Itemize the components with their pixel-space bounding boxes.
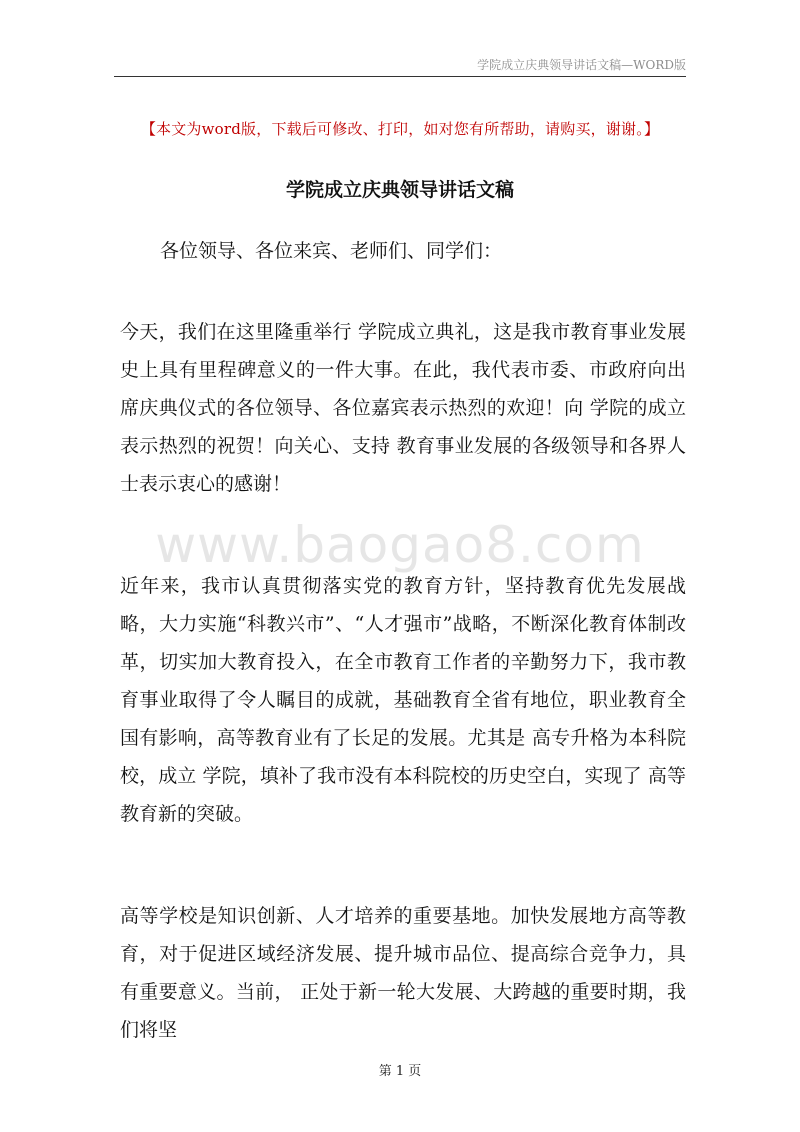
paragraph-2: 近年来，我市认真贯彻落实党的教育方针，坚持教育优先发展战略，大力实施“科教兴市”、“人才强市”战略，不断深化教育体制改革，切实加大教育投入，在全市教育工作者的辛勤努力下，我市教育事业取得了令人瞩目的成就，基础教育全省有地位，职业教育全国有影响，高等教育业有了长足的发展。尤其是 高专升格为本科院校，成立 学院，填补了我市没有本科院校的历史空白，实现了 高等教育新的突破。 (120, 575, 686, 825)
watermark: www.baogao8.com (155, 516, 645, 574)
page-header (114, 56, 686, 77)
purchase-notice: 【本文为word版，下载后可修改、打印，如对您有所帮助，请购买，谢谢。】 (140, 120, 660, 138)
running-title: 学院成立庆典领导讲话文稿—WORD版 (477, 58, 686, 72)
paragraph-3: 高等学校是知识创新、人才培养的重要基地。加快发展地方高等教育，对于促进区域经济发展、提升城市品位、提高综合竞争力，具有重要意义。当前， 正处于新一轮大发展、大跨越的重要时期，我们将坚 (120, 905, 686, 1041)
salutation: 各位领导、各位来宾、老师们、同学们： (160, 240, 503, 262)
page-number: 第 1 页 (378, 1064, 422, 1079)
paragraph-1: 今天，我们在这里隆重举行 学院成立典礼，这是我市教育事业发展史上具有里程碑意义的一件大事。在此，我代表市委、市政府向出席庆典仪式的各位领导、各位嘉宾表示热烈的欢迎！向 学院的成立表示热烈的祝贺！向关心、支持 教育事业发展的各级领导和各界人士表示衷心的感谢！ (120, 321, 686, 495)
document-title: 学院成立庆典领导讲话文稿 (285, 179, 514, 201)
